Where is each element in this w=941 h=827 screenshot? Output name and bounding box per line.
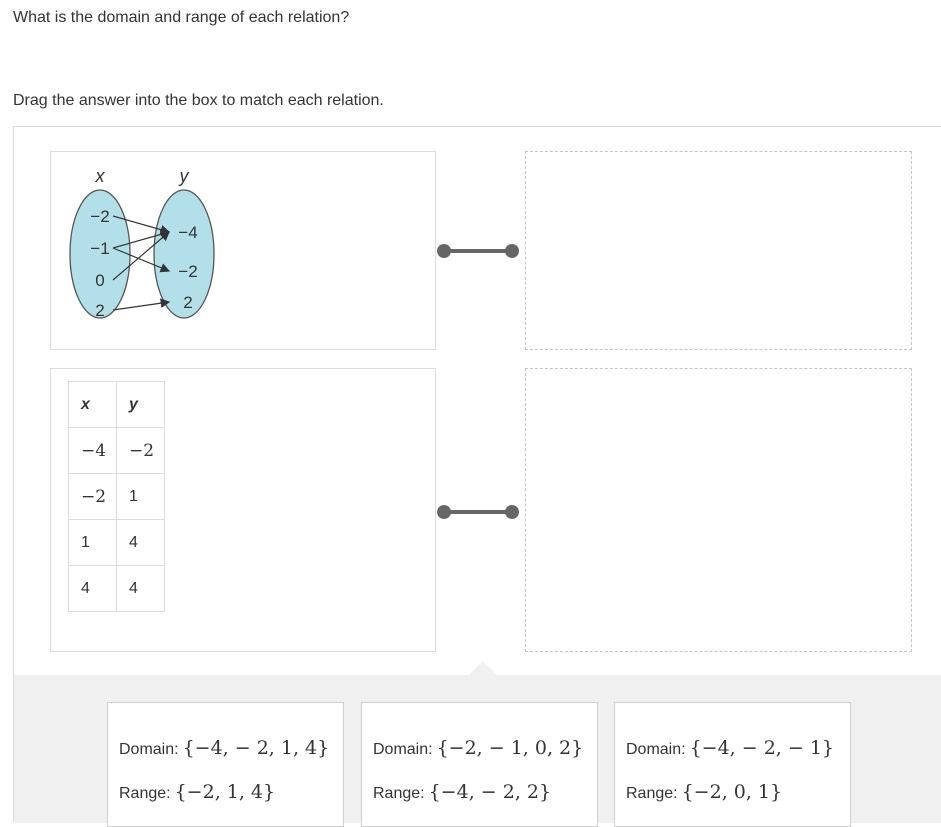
range-label: Range: (373, 785, 425, 802)
tray-pointer (469, 661, 497, 675)
table-cell: 4 (69, 566, 117, 612)
drop-zone-2[interactable] (525, 368, 912, 652)
table-cell: 1 (117, 474, 165, 520)
range-label: Range: (119, 785, 171, 802)
connector-1 (437, 242, 519, 260)
answer-card-1[interactable] (107, 702, 344, 827)
range-label: Range: (626, 785, 678, 802)
table-row (69, 474, 165, 520)
relation-table (68, 381, 165, 612)
table-cell: 1 (69, 520, 117, 566)
table-row (69, 428, 165, 474)
mapping-diagram (61, 162, 221, 332)
table-row (69, 566, 165, 612)
range-value: −4 (178, 223, 198, 242)
question-text: What is the domain and range of each relation? (13, 9, 350, 26)
domain-value: −2 (90, 207, 110, 226)
domain-set: {−4, − 2, 1, 4} (182, 737, 330, 759)
answer-tray (14, 675, 941, 823)
y-axis-label: y (179, 166, 189, 186)
table-cell: 4 (117, 520, 165, 566)
range-set: {−4, − 2, 2} (428, 781, 552, 803)
domain-value: 0 (95, 271, 105, 290)
mapping-arrow (113, 302, 169, 310)
answer-card-2[interactable] (361, 702, 598, 827)
range-value: 2 (183, 293, 193, 312)
domain-set: {−2, − 1, 0, 2} (436, 737, 584, 759)
drop-zone-1[interactable] (525, 151, 912, 350)
domain-label: Domain: (119, 741, 179, 758)
range-set: {−2, 1, 4} (174, 781, 276, 803)
connector-2 (437, 503, 519, 521)
domain-label: Domain: (626, 741, 686, 758)
drag-drop-area (13, 126, 941, 822)
table-cell: 4 (117, 566, 165, 612)
range-value: −2 (178, 262, 198, 281)
table-cell: −4 (69, 428, 117, 474)
domain-value: −1 (90, 239, 110, 258)
table-header-x: x (69, 382, 117, 428)
table-cell: −2 (117, 428, 165, 474)
relation-table-box (50, 368, 436, 652)
range-set: {−2, 0, 1} (681, 781, 783, 803)
domain-label: Domain: (373, 741, 433, 758)
relation-mapping-box (50, 151, 436, 350)
x-axis-label: x (95, 166, 105, 186)
domain-set: {−4, − 2, − 1} (689, 737, 835, 759)
instruction-text: Drag the answer into the box to match each relation. (13, 92, 384, 109)
table-header-y: y (117, 382, 165, 428)
domain-value: 2 (95, 301, 105, 320)
answer-card-3[interactable] (614, 702, 851, 827)
table-cell: −2 (69, 474, 117, 520)
table-row (69, 520, 165, 566)
